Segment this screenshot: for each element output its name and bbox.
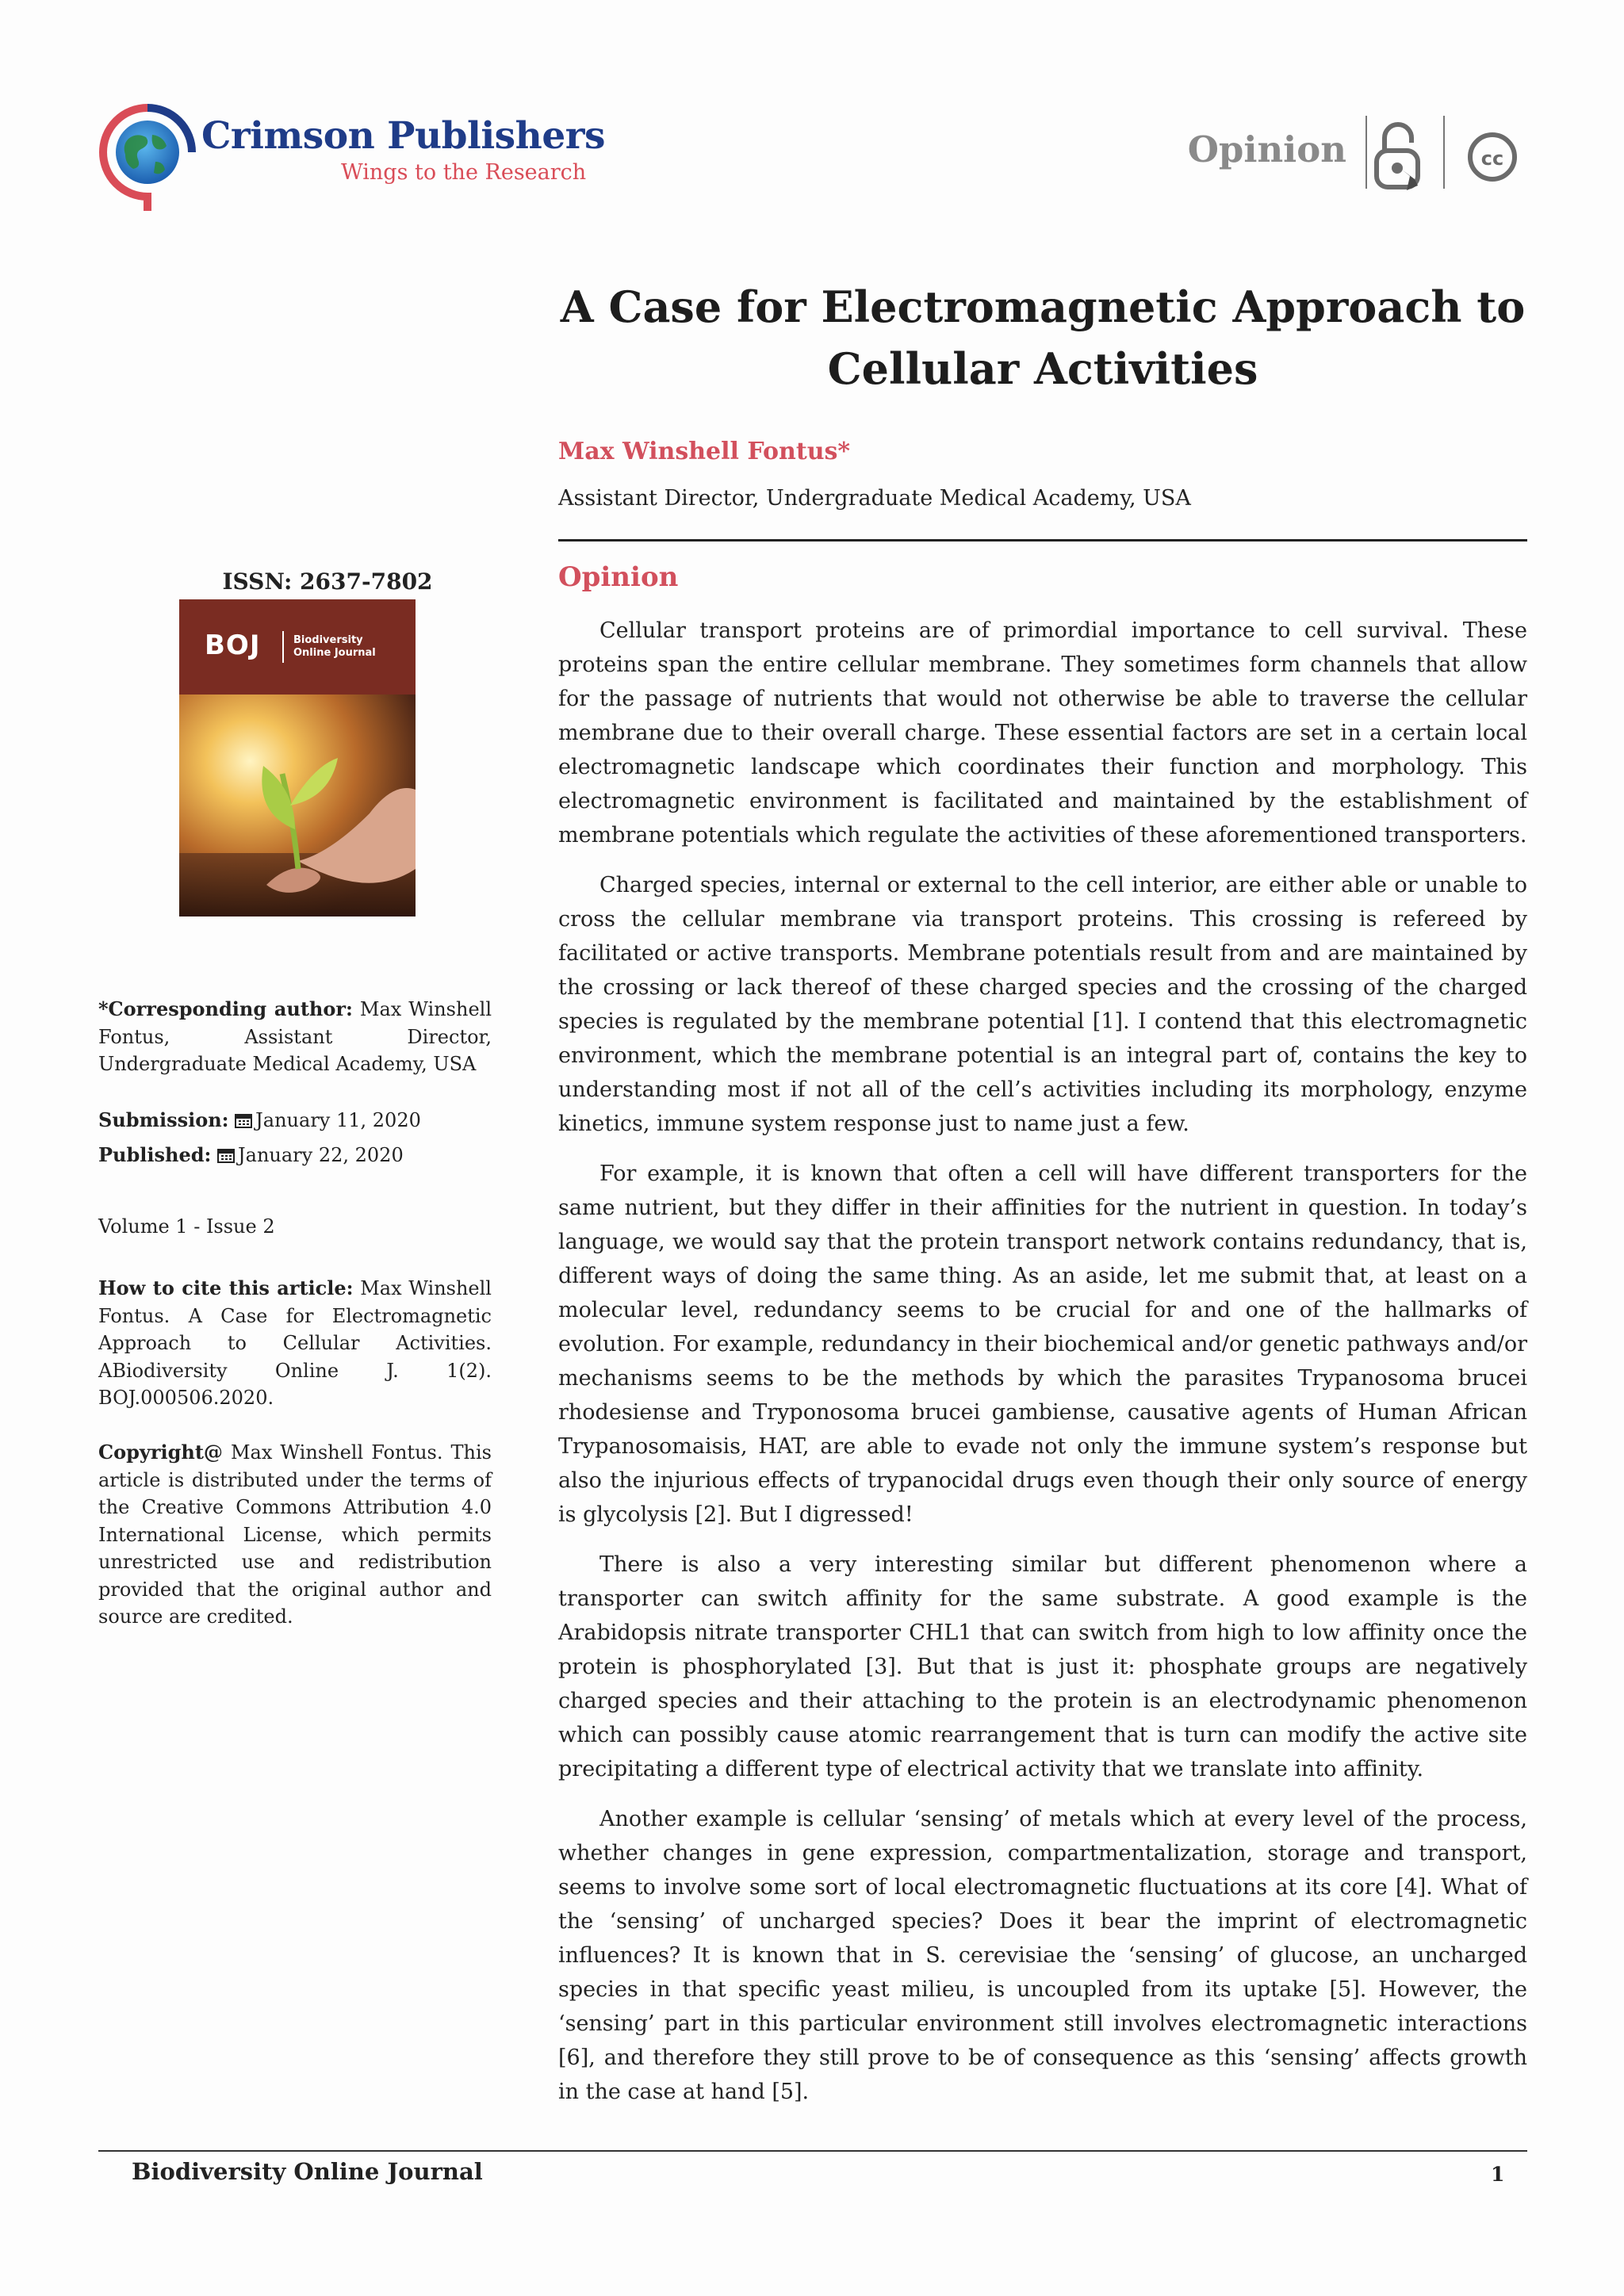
- body-paragraph: Charged species, internal or external to the cell interior, are either able or unable to cross the cellular membrane via transport proteins. This crossing is refereed by facilitated or active transports. Membrane potentials result from and are maintained by the crossing or lack thereof of these charged species and the crossing of the charged species is regulated by the membrane potential [1]. I contend that this electromagnetic environment, which the membrane potential is an integral part of, contains the key to understanding most if not all of the cell’s activities including its morphology, enzyme kinetics, immune system response just to name just a few.: [558, 873, 1527, 1136]
- creative-commons-icon[interactable]: [1456, 116, 1529, 198]
- published-date-row: [98, 1142, 492, 1169]
- submission-label: Submission:: [98, 1108, 229, 1131]
- published-date: January 22, 2020: [238, 1144, 404, 1166]
- corresponding-author-label: *Corresponding author:: [98, 997, 353, 1020]
- body-paragraph: For example, it is known that often a cell will have different transporters for the same nutrient, but they differ in their affinities for the nutrient in question. In today’s language, we would say that the protein transport network contains redundancy, that is, different ways of doing the same thing. As an aside, let me submit that, at least on a molecular level, redundancy seems to be crucial for and one of the hallmarks of evolution. For example, redundancy in their biochemical and/or genetic pathways and/or mechanisms seems to be the methods by which the parasites Trypanosoma brucei rhodesiense and Tryponosoma brucei gambiense, causative agents of Human African Trypanosomaisis, HAT, are able to evade not only the immune system’s response but also the injurious effects of trypanocidal drugs even though their only source of energy is glycolysis [2]. But I digressed!: [558, 1161, 1527, 1527]
- article-type-label: Opinion: [1187, 128, 1346, 170]
- body-paragraph: There is also a very interesting similar but different phenomenon where a transporter can switch affinity for the same substrate. A good example is the Arabidopsis nitrate transporter CHL1 that can switch from high to low affinity once the protein is phosphorylated [3]. But that is just it: phosphate groups are negatively charged species and their attaching to the protein is an electrodynamic phenomenon which can possibly cause atomic rearrangement that is turn can modify the active site precipitating a different type of electrical activity that we translate into affinity.: [558, 1552, 1527, 1781]
- published-label: Published:: [98, 1143, 212, 1166]
- globe-logo-icon: [97, 103, 198, 214]
- author-name[interactable]: Max Winshell Fontus*: [558, 438, 851, 465]
- publisher-tagline: Wings to the Research: [341, 160, 587, 185]
- journal-cover-image[interactable]: [179, 599, 416, 916]
- section-heading: Opinion: [558, 561, 679, 593]
- header-divider: [1443, 116, 1445, 189]
- body-paragraph: Another example is cellular ‘sensing’ of metals which at every level of the process, whether changes in gene expression, compartmentalization, storage and transport, seems to involve some sort of local electromagnetic fluctuations at its core [4]. What of the ‘sensing’ of uncharged species? Does it bear the imprint of electromagnetic influences? It is known that in S. cerevisiae the ‘sensing’ of glucose, an uncharged species in that specific yeast milieu, is uncoupled from its uptake [5]. However, the ‘sensing’ part in this particular environment still involves electromagnetic interactions [6], and therefore they still prove to be of consequence as this ‘sensing’ affects growth in the case at hand [5].: [558, 1807, 1527, 2104]
- article-title: A Case for Electromagnetic Approach to Cellular Activities: [560, 281, 1526, 394]
- copyright-note: [98, 1439, 492, 1631]
- publisher-logo[interactable]: [97, 103, 604, 214]
- citation-note: [98, 1275, 492, 1412]
- calendar-icon: [235, 1112, 252, 1128]
- publisher-name: Crimson Publishers: [201, 114, 605, 158]
- seedling-hand-photo: [179, 695, 416, 916]
- submission-date: January 11, 2020: [255, 1109, 421, 1131]
- title-divider: [558, 539, 1527, 541]
- citation-label: How to cite this article:: [98, 1276, 354, 1299]
- article-body: [558, 614, 1527, 2125]
- body-paragraph: Cellular transport proteins are of primordial importance to cell survival. These proteins span the entire cellular membrane. They sometimes form channels that allow for the passage of nutrients that would not otherwise be able to traverse the cellular membrane due to their overall charge. These essential factors are set in a certain local electromagnetic landscape which coordinates their function and morphology. This electromagnetic environment is facilitated and maintained by the establishment of membrane potentials which regulate the activities of these aforementioned transporters.: [558, 618, 1527, 848]
- author-affiliation: Assistant Director, Undergraduate Medical Academy, USA: [558, 486, 1191, 511]
- copyright-text: Max Winshell Fontus. This article is distributed under the terms of the Creative Commons Attribution 4.0 International License, which permits unrestricted use and redistribution provided that the original author and source are credited.: [98, 1441, 492, 1628]
- cover-divider: [282, 631, 284, 663]
- cover-journal-name: Biodiversity Online Journal: [293, 634, 376, 659]
- page-number: 1: [1491, 2163, 1505, 2186]
- corresponding-author-text: Max Winshell Fontus, Assistant Director, Undergraduate Medical Academy, USA: [98, 998, 492, 1075]
- volume-issue: Volume 1 - Issue 2: [98, 1215, 275, 1238]
- footer-journal-name: Biodiversity Online Journal: [132, 2158, 483, 2185]
- footer-divider: [98, 2150, 1527, 2152]
- calendar-icon: [217, 1147, 235, 1163]
- citation-text[interactable]: Max Winshell Fontus. A Case for Electromagnetic Approach to Cellular Activities. ABiodiversity Online J. 1(2). BOJ.000506.2020.: [98, 1277, 492, 1409]
- copyright-label: Copyright@: [98, 1441, 223, 1464]
- svg-text:cc: cc: [1480, 147, 1504, 170]
- open-access-icon[interactable]: [1362, 116, 1434, 198]
- issn: ISSN: 2637-7802: [222, 568, 433, 595]
- corresponding-author-note: [98, 996, 492, 1078]
- cover-abbrev: BOJ: [205, 629, 261, 661]
- submission-date-row: [98, 1107, 492, 1135]
